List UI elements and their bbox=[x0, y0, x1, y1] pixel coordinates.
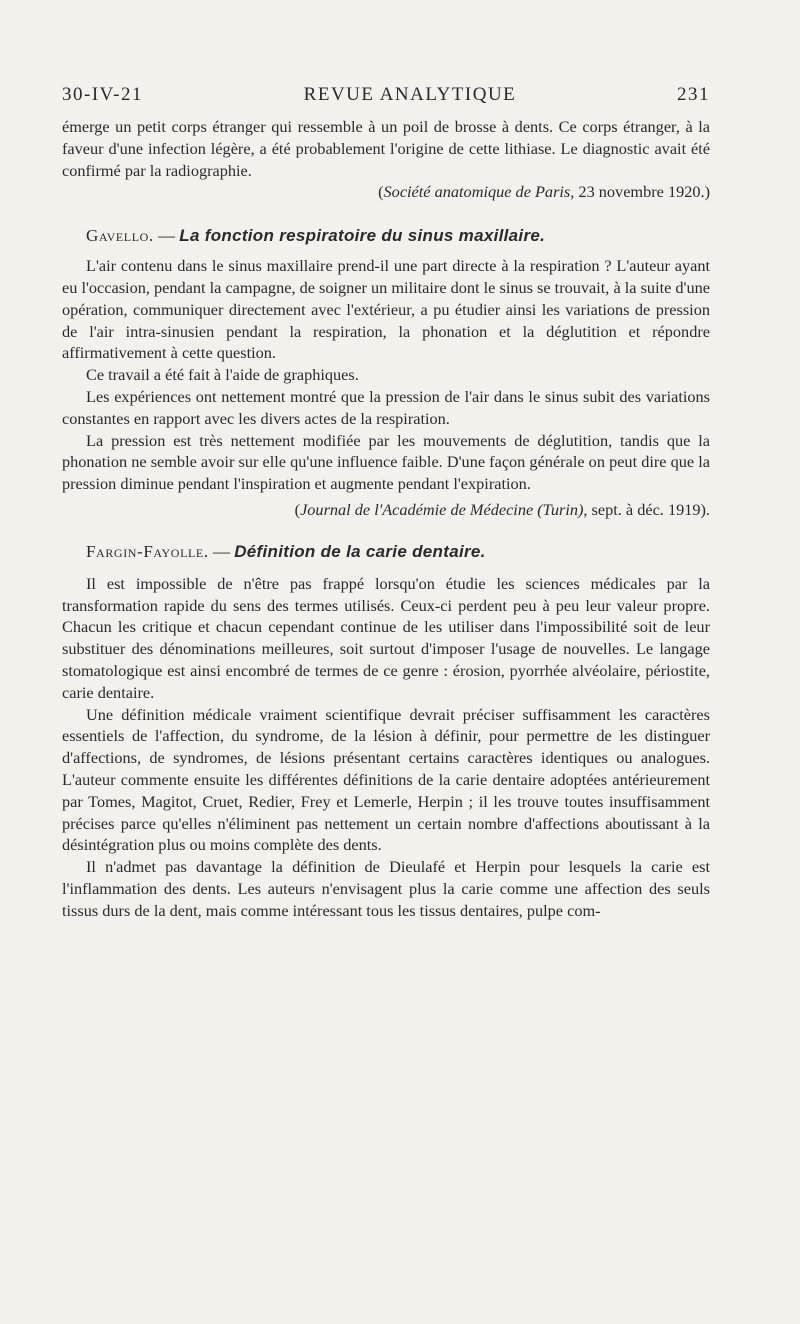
journal-page bbox=[62, 84, 710, 922]
article-2-title: Définition de la carie dentaire. bbox=[234, 541, 486, 561]
article-1-paragraph: La pression est très nettement modifiée par les mouvements de déglutition, tandis que la phonation ne semble avoir sur elle qu'une influence faible. D'une façon générale on peut dire que la pression diminue pendant l'inspiration et augmente pendant l'expiration. bbox=[62, 430, 710, 494]
running-header bbox=[62, 84, 710, 106]
header-title: REVUE ANALYTIQUE bbox=[303, 84, 517, 105]
article-1-source: (Journal de l'Académie de Médecine (Turin), sept. à déc. 1919). bbox=[294, 499, 710, 519]
article-1-paragraph: L'air contenu dans le sinus maxillaire prend-il une part directe à la respiration ? L'auteur ayant eu l'occasion, pendant la campagne, de soigner un militaire dont le sinus se trouvait, à la suite d'une opération, communiquer directement avec l'extérieur, a pu étudier ainsi les variations de pression de l'air intra-sinusien pendant la respiration, la phonation et la déglutition et répondre affirmativement à cette question. bbox=[62, 256, 710, 363]
article-2-paragraph: Il est impossible de n'être pas frappé lorsqu'on étudie les sciences médicales par la transformation rapide du sens des termes utilisés. Ceux-ci perdent peu à peu leur valeur propre. Chacun les critique et chacun cependant continue de les utiliser dans l'impossibilité soit de leur substituer des dénominations meilleures, soit surtout d'imposer l'usage de nouvelles. Le langage stomatologique est ainsi encombré de termes de ce genre : érosion, pyorrhée alvéolaire, périostite, carie dentaire. bbox=[62, 573, 710, 702]
article-2-paragraph: Il n'admet pas davantage la définition de Dieulafé et Herpin pour lesquels la carie est l'inflammation des dents. Les auteurs n'envisagent plus la carie comme une affection des seuls tissus durs de la dent, mais comme intéressant tous les tissus dentaires, pulpe com- bbox=[62, 857, 710, 920]
intro-source-date: , 23 novembre 1920.) bbox=[570, 182, 710, 202]
article-1-title: La fonction respiratoire du sinus maxillaire. bbox=[179, 226, 546, 246]
article-1-heading bbox=[62, 225, 710, 247]
article-1-paragraph: Ce travail a été fait à l'aide de graphiques. bbox=[86, 365, 359, 385]
header-date: 30-IV-21 bbox=[62, 84, 143, 105]
intro-source-journal: Société anatomique de Paris bbox=[383, 182, 571, 202]
article-1-source-date: , sept. à déc. 1919). bbox=[583, 499, 710, 519]
article-2-paragraph: Une définition médicale vraiment scientifique devrait préciser suffisamment les caractères essentiels de l'affection, du syndrome, de la lésion à définir, pour permettre de les distinguer d'affections, de syndromes, de lésions présentant certains caractères identiques ou analogues. L'auteur commente ensuite les différentes définitions de la carie dentaire adoptées antérieurement par Tomes, Magitot, Cruet, Redier, Frey et Lemerle, Herpin ; il les trouve toutes insuffisamment précises parce qu'elles n'éliminent pas nettement un certain nombre d'affections aboutissant à la désintégration plus ou moins complète des dents. bbox=[62, 704, 710, 855]
intro-source: (Société anatomique de Paris, 23 novembre 1920.) bbox=[378, 182, 710, 202]
article-2-dash: — bbox=[208, 541, 235, 561]
article-2-author: Fargin-Fayolle. bbox=[86, 541, 209, 561]
article-1-author: Gavello. bbox=[86, 226, 154, 246]
article-1-paragraph: Les expériences ont nettement montré que la pression de l'air dans le sinus subit des variations constantes en rapport avec les divers actes de la respiration. bbox=[62, 386, 710, 428]
header-page-number: 231 bbox=[676, 84, 710, 105]
article-1-source-journal: Journal de l'Académie de Médecine (Turin) bbox=[300, 499, 584, 519]
article-1-dash: — bbox=[153, 226, 180, 246]
article-2-heading bbox=[62, 541, 710, 563]
intro-paragraph: émerge un petit corps étranger qui ressemble à un poil de brosse à dents. Ce corps étranger, à la faveur d'une infection légère, a été probablement l'origine de cette lithiase. Le diagnostic avait été confirmé par la radiographie. bbox=[62, 117, 710, 180]
